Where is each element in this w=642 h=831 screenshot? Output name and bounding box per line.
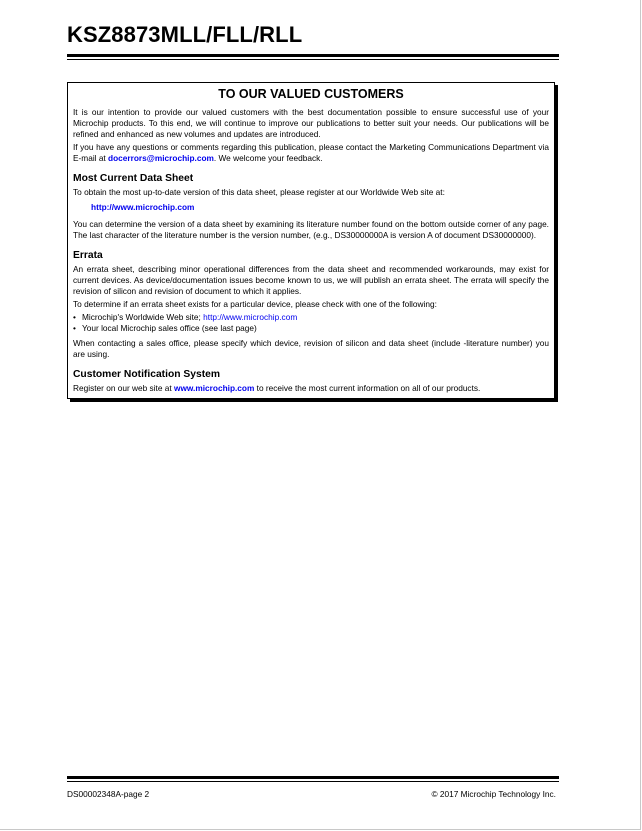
microchip-url-link[interactable]: http://www.microchip.com [91,202,195,212]
contact-text-after: . We welcome your feedback. [213,153,323,163]
document-title: KSZ8873MLL/FLL/RLL [67,22,303,47]
contact-paragraph [73,142,549,164]
current-text-2: You can determine the version of a data sheet by examining its literature number found on the bottom outside corner of any page. The last character of the literature number is the version number, (e.g., DS30000000A is version A of document DS30000000). [73,219,549,240]
errata-text-1: An errata sheet, describing minor operational differences from the data sheet and recommended workarounds, may exist for current devices. As device/documentation issues become known to us, we will publish an errata sheet. The errata will specify the revision of silicon and revision of document to which it applies. [73,264,549,296]
current-text-1: To obtain the most up-to-date version of this data sheet, please register at our Worldwide Web site at: [73,187,445,197]
errata-bullet-list [73,312,549,334]
footer-rule-thick [67,776,559,779]
header-rule-thick [67,54,559,57]
errata-bullet-website [73,312,549,323]
header-rule-thin [67,59,559,60]
box-heading: TO OUR VALUED CUSTOMERS [218,87,404,101]
section-title-current-data-sheet: Most Current Data Sheet [73,173,194,184]
bullet-website-text: Microchip's Worldwide Web site; [82,312,204,322]
contact-text-before: If you have any questions or comments regarding this publication, please contact the Marketing Communications Department via E-mail at [73,142,549,163]
footer-rule-thin [67,781,559,782]
current-url-paragraph [91,202,549,213]
errata-website-link[interactable]: http://www.microchip.com [203,312,298,322]
errata-bullet-sales-office [73,323,549,334]
notification-website-link[interactable]: www.microchip.com [174,383,255,393]
notification-paragraph [73,383,549,394]
bullet-sales-office-text: Your local Microchip sales office (see last page) [82,323,257,333]
notification-text-before: Register on our web site at [73,383,174,393]
footer-copyright: © 2017 Microchip Technology Inc. [431,789,556,799]
docerrors-email-link[interactable]: docerrors@microchip.com [108,153,214,163]
errata-text-3: When contacting a sales office, please specify which device, revision of silicon and data sheet (include -literature number) you are using. [73,338,549,359]
footer-page-number: DS00002348A-page 2 [67,789,150,799]
errata-text-2: To determine if an errata sheet exists for a particular device, please check with one of the following: [73,299,437,309]
section-title-customer-notification: Customer Notification System [73,369,221,380]
notification-text-after: to receive the most current information on all of our products. [254,383,481,393]
customer-notice-box [67,82,555,399]
section-title-errata: Errata [73,250,103,261]
intro-paragraph: It is our intention to provide our valued customers with the best documentation possible to ensure successful use of your Microchip products. To this end, we will continue to improve our publications to better suit your needs. Our publications will be refined and enhanced as new volumes and updates are introduced. [73,107,549,139]
